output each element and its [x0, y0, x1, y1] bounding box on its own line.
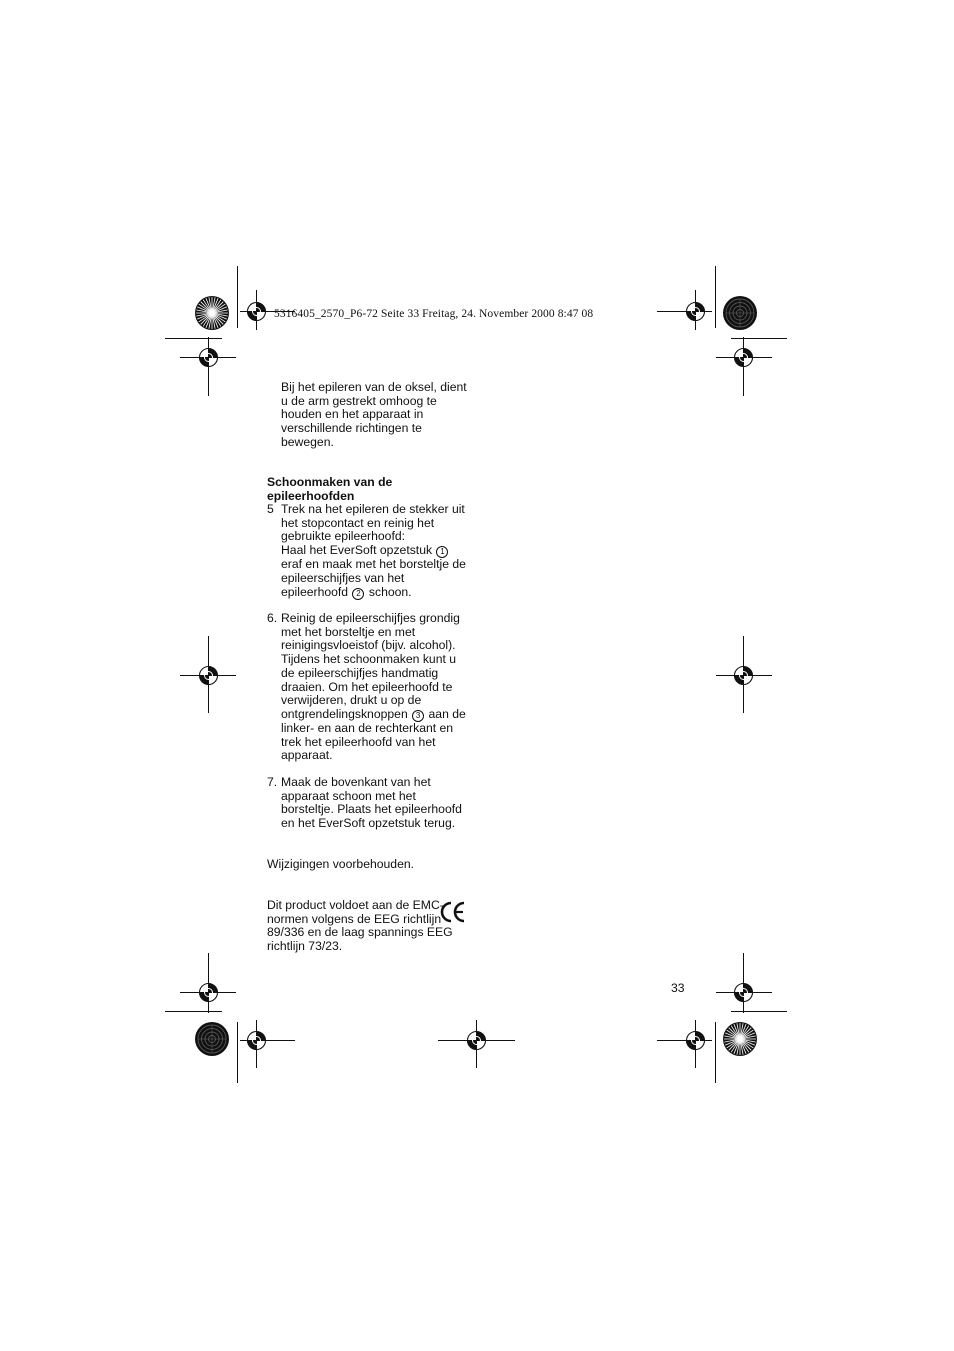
callout-1: 1	[436, 546, 448, 558]
step-7	[267, 776, 467, 831]
armpit-instruction: Bij het epileren van de oksel, dient u de arm gestrekt omhoog te houden en het apparaat in verschillende richtingen te bewegen.	[281, 380, 467, 449]
ce-mark-icon	[440, 901, 466, 923]
section-heading: Schoonmaken van de epileerhoofden	[267, 475, 393, 503]
step-5	[267, 503, 467, 600]
step-number: 6.	[267, 611, 278, 625]
step-text: Reinig de epileerschijfjes grondig met het borsteltje en met reinigingsvloeistof (bijv. alcohol). Tijdens het schoonmaken kunt u de epileerschijfjes handmatig draaien. Om het epileerhoofd te verwijderen, drukt u op de ontgrendelingsknoppen 3 aan de linker- en aan de rechterkant en trek het epileerhoofd van het apparaat.	[281, 611, 466, 763]
callout-2: 2	[352, 588, 364, 600]
step-number: 7.	[267, 775, 278, 789]
step-text: Trek na het epileren de stekker uit het stopcontact en reinig het gebruikte epileerhoofd: Haal het EverSoft opzetstuk 1 eraf en maak met het borsteltje de epileerschijfjes van het epileerhoofd 2 schoon.	[281, 502, 466, 599]
callout-3: 3	[412, 710, 424, 722]
print-slug-line: 5316405_2570_P6-72 Seite 33 Freitag, 24. November 2000 8:47 08	[274, 308, 594, 320]
step-number: 5	[267, 502, 274, 516]
step-text: Maak de bovenkant van het apparaat schoon met het borsteltje. Plaats het epileerhoofd en het EverSoft opzetstuk terug.	[281, 775, 462, 831]
ce-compliance-statement: Dit product voldoet aan de EMC-normen volgens de EEG richtlijn 89/336 en de laag spannings EEG richtlijn 73/23.	[267, 898, 453, 954]
step-6	[267, 612, 467, 763]
page-number: 33	[671, 981, 685, 995]
changes-reserved-note: Wijzigingen voorbehouden.	[267, 857, 415, 871]
